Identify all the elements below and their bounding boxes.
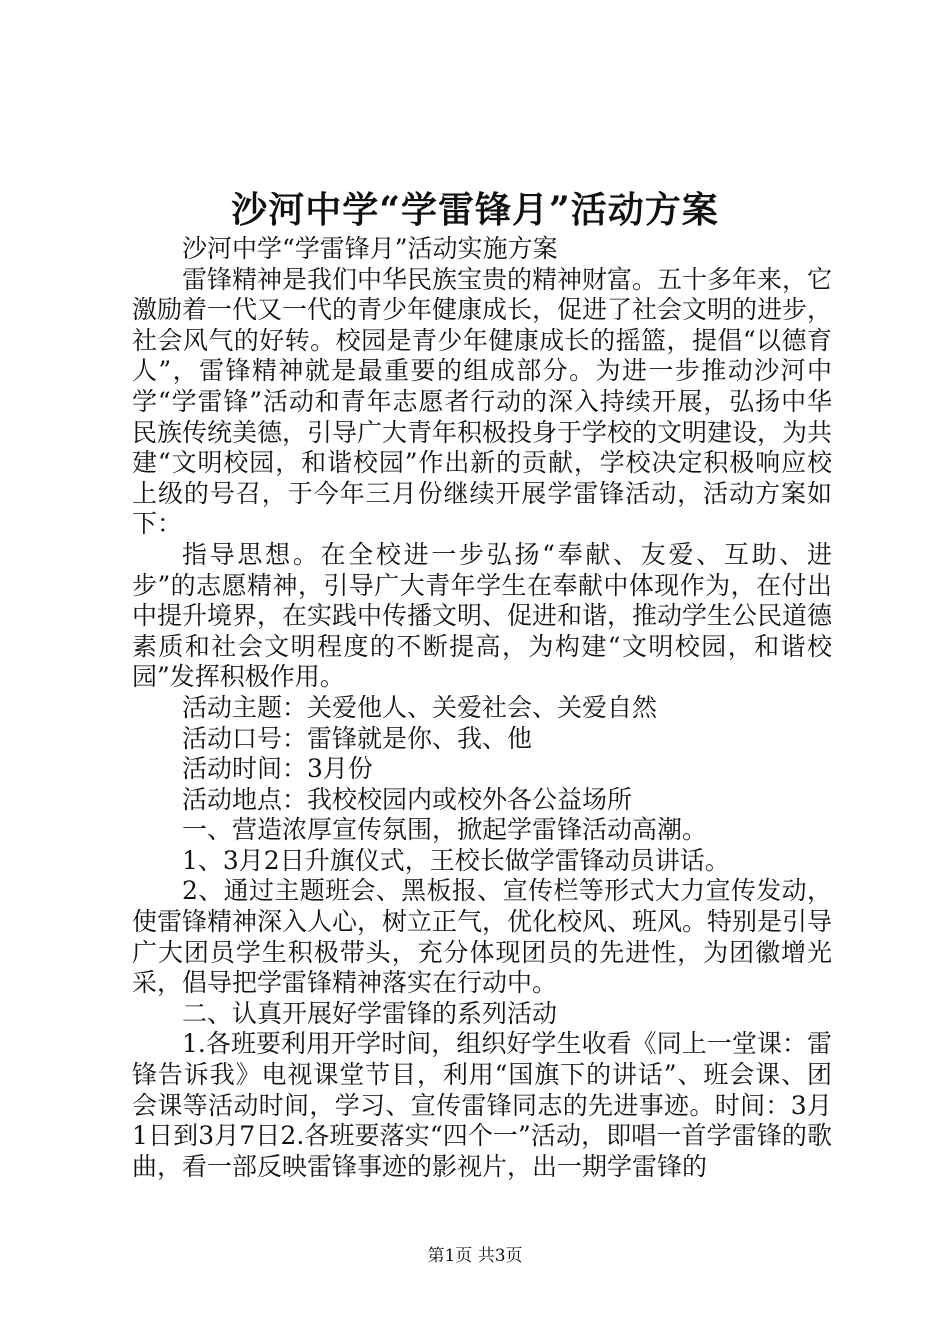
paragraph-guiding-thought: 指导思想。在全校进一步弘扬“奉献、友爱、互助、进步”的志愿精神，引导广大青年学生在奉献中体现作为，在付出中提升境界，在实践中传播文明、促进和谐，推动学生公民道德素质和社会文明程度的不断提高，为构建“文明校园，和谐校园”发挥积极作用。 <box>132 539 833 692</box>
paragraph-section-one: 一、营造浓厚宣传氛围，掀起学雷锋活动高潮。 <box>182 815 708 845</box>
paragraph-item-2: 2、通过主题班会、黑板报、宣传栏等形式大力宣传发动，使雷锋精神深入人心，树立正气，优化校风、班风。特别是引导广大团员学生积极带头，充分体现团员的先进性，为团徽增光采，倡导把学雷锋精神落实在行动中。 <box>132 876 833 998</box>
paragraph-item-1: 1、3月2日升旗仪式，王校长做学雷锋动员讲话。 <box>182 845 730 875</box>
document-title: 沙河中学“学雷锋月”活动方案 <box>231 189 719 231</box>
paragraph-subtitle: 沙河中学“学雷锋月”活动实施方案 <box>182 234 558 263</box>
page-footer: 第1页 共3页 <box>427 1246 523 1266</box>
paragraph-theme: 活动主题：关爱他人、关爱社会、关爱自然 <box>182 692 658 722</box>
paragraph-location: 活动地点：我校校园内或校外各公益场所 <box>182 784 633 814</box>
paragraph-section-two: 二、认真开展好学雷锋的系列活动 <box>182 998 558 1028</box>
paragraph-activities: 1.各班要利用开学时间，组织好学生收看《同上一堂课：雷锋告诉我》电视课堂节目，利用“国旗下的讲话”、班会课、团会课等活动时间，学习、宣传雷锋同志的先进事迹。时间：3月1日到3月7日2.各班要落实“四个一”活动，即唱一首学雷锋的歌曲，看一部反映雷锋事迹的影视片，出一期学雷锋的 <box>132 1029 832 1181</box>
document-body <box>132 234 832 1182</box>
paragraph-slogan: 活动口号：雷锋就是你、我、他 <box>182 723 533 753</box>
paragraph-intro: 雷锋精神是我们中华民族宝贵的精神财富。五十多年来，它激励着一代又一代的青少年健康成长，促进了社会文明的进步，社会风气的好转。校园是青少年健康成长的摇篮，提倡“以德育人”，雷锋精神就是最重要的组成部分。为进一步推动沙河中学“学雷锋”活动和青年志愿者行动的深入持续开展，弘扬中华民族传统美德，引导广大青年积极投身于学校的文明建设，为共建“文明校园，和谐校园”作出新的贡献，学校决定积极响应校上级的号召，于今年三月份继续开展学雷锋活动，活动方案如下： <box>132 264 833 539</box>
paragraph-time: 活动时间：3月份 <box>182 754 373 784</box>
